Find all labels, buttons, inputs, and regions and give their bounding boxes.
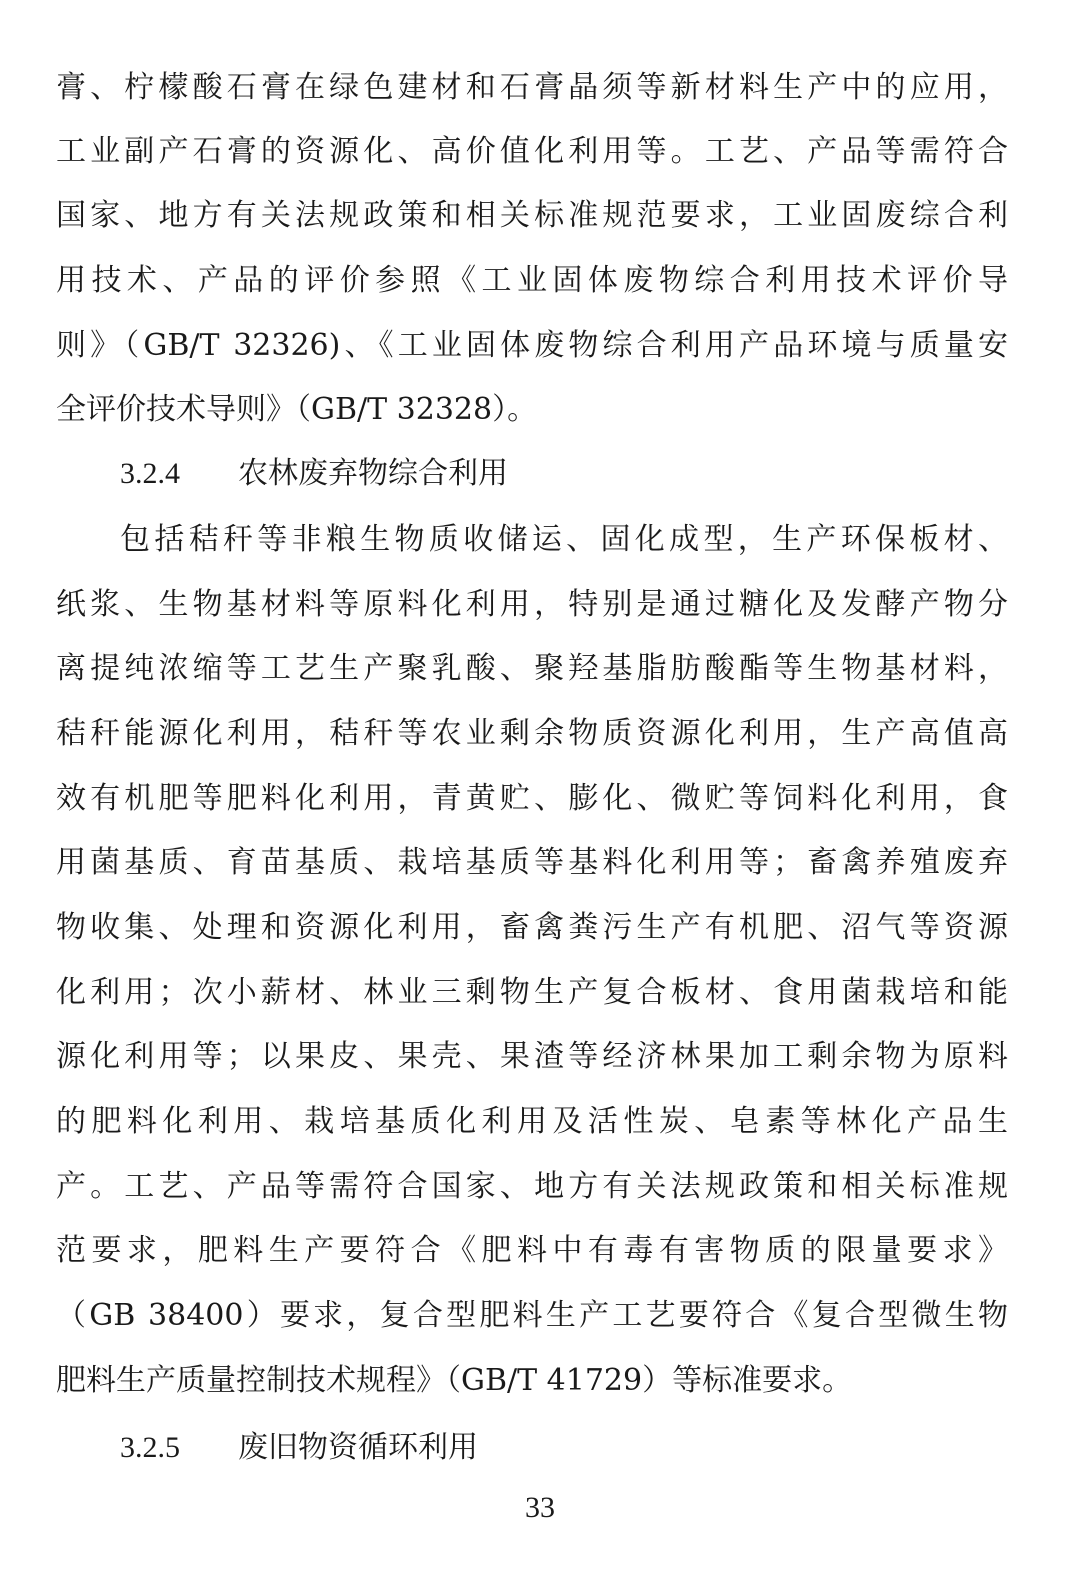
section-title: 废旧物资循环利用 xyxy=(238,1430,478,1465)
paragraph-line: 秸秆能源化利用，秸秆等农业剩余物质资源化利用，生产高值高 xyxy=(56,716,1008,751)
paragraph-line: 离提纯浓缩等工艺生产聚乳酸、聚羟基脂肪酸酯等生物基材料， xyxy=(56,651,1008,686)
section-number: 3.2.5 xyxy=(120,1431,180,1464)
paragraph-line: 肥料生产质量控制技术规程》（GB/T 41729）等标准要求。 xyxy=(56,1363,853,1398)
paragraph-line: 源化利用等；以果皮、果壳、果渣等经济林果加工剩余物为原料 xyxy=(56,1039,1008,1074)
paragraph-line: 物收集、处理和资源化利用，畜禽粪污生产有机肥、沼气等资源 xyxy=(56,910,1008,945)
paragraph-line: 用菌基质、育苗基质、栽培基质等基料化利用等；畜禽养殖废弃 xyxy=(56,845,1008,880)
paragraph-line: 化利用；次小薪材、林业三剩物生产复合板材、食用菌栽培和能 xyxy=(56,975,1008,1010)
section-title: 农林废弃物综合利用 xyxy=(238,456,508,491)
paragraph-line: 全评价技术导则》（GB/T 32328）。 xyxy=(56,392,538,427)
paragraph-line: 膏、柠檬酸石膏在绿色建材和石膏晶须等新材料生产中的应用， xyxy=(56,70,1008,105)
paragraph-line: （GB 38400）要求，复合型肥料生产工艺要符合《复合型微生物 xyxy=(56,1298,1008,1333)
paragraph-line: 产。工艺、产品等需符合国家、地方有关法规政策和相关标准规 xyxy=(56,1169,1008,1204)
paragraph-line: 范要求，肥料生产要符合《肥料中有毒有害物质的限量要求》 xyxy=(56,1233,1008,1268)
paragraph-line: 包括秸秆等非粮生物质收储运、固化成型，生产环保板材、 xyxy=(120,522,1008,557)
paragraph-line: 工业副产石膏的资源化、高价值化利用等。工艺、产品等需符合 xyxy=(56,134,1008,169)
section-number: 3.2.4 xyxy=(120,457,180,490)
paragraph-line: 则》（GB/T 32326)、《工业固体废物综合利用产品环境与质量安 xyxy=(56,328,1008,363)
paragraph-line: 用技术、产品的评价参照《工业固体废物综合利用技术评价导 xyxy=(56,263,1008,298)
paragraph-line: 效有机肥等肥料化利用，青黄贮、膨化、微贮等饲料化利用，食 xyxy=(56,781,1008,816)
paragraph-line: 纸浆、生物基材料等原料化利用，特别是通过糖化及发酵产物分 xyxy=(56,587,1008,622)
page-number: 33 xyxy=(525,1491,555,1524)
section-heading-3-2-5 xyxy=(120,1428,478,1468)
paragraph-line: 国家、地方有关法规政策和相关标准规范要求，工业固废综合利 xyxy=(56,198,1008,233)
paragraph-line: 的肥料化利用、栽培基质化利用及活性炭、皂素等林化产品生 xyxy=(56,1104,1008,1139)
section-heading-3-2-4 xyxy=(120,454,508,494)
